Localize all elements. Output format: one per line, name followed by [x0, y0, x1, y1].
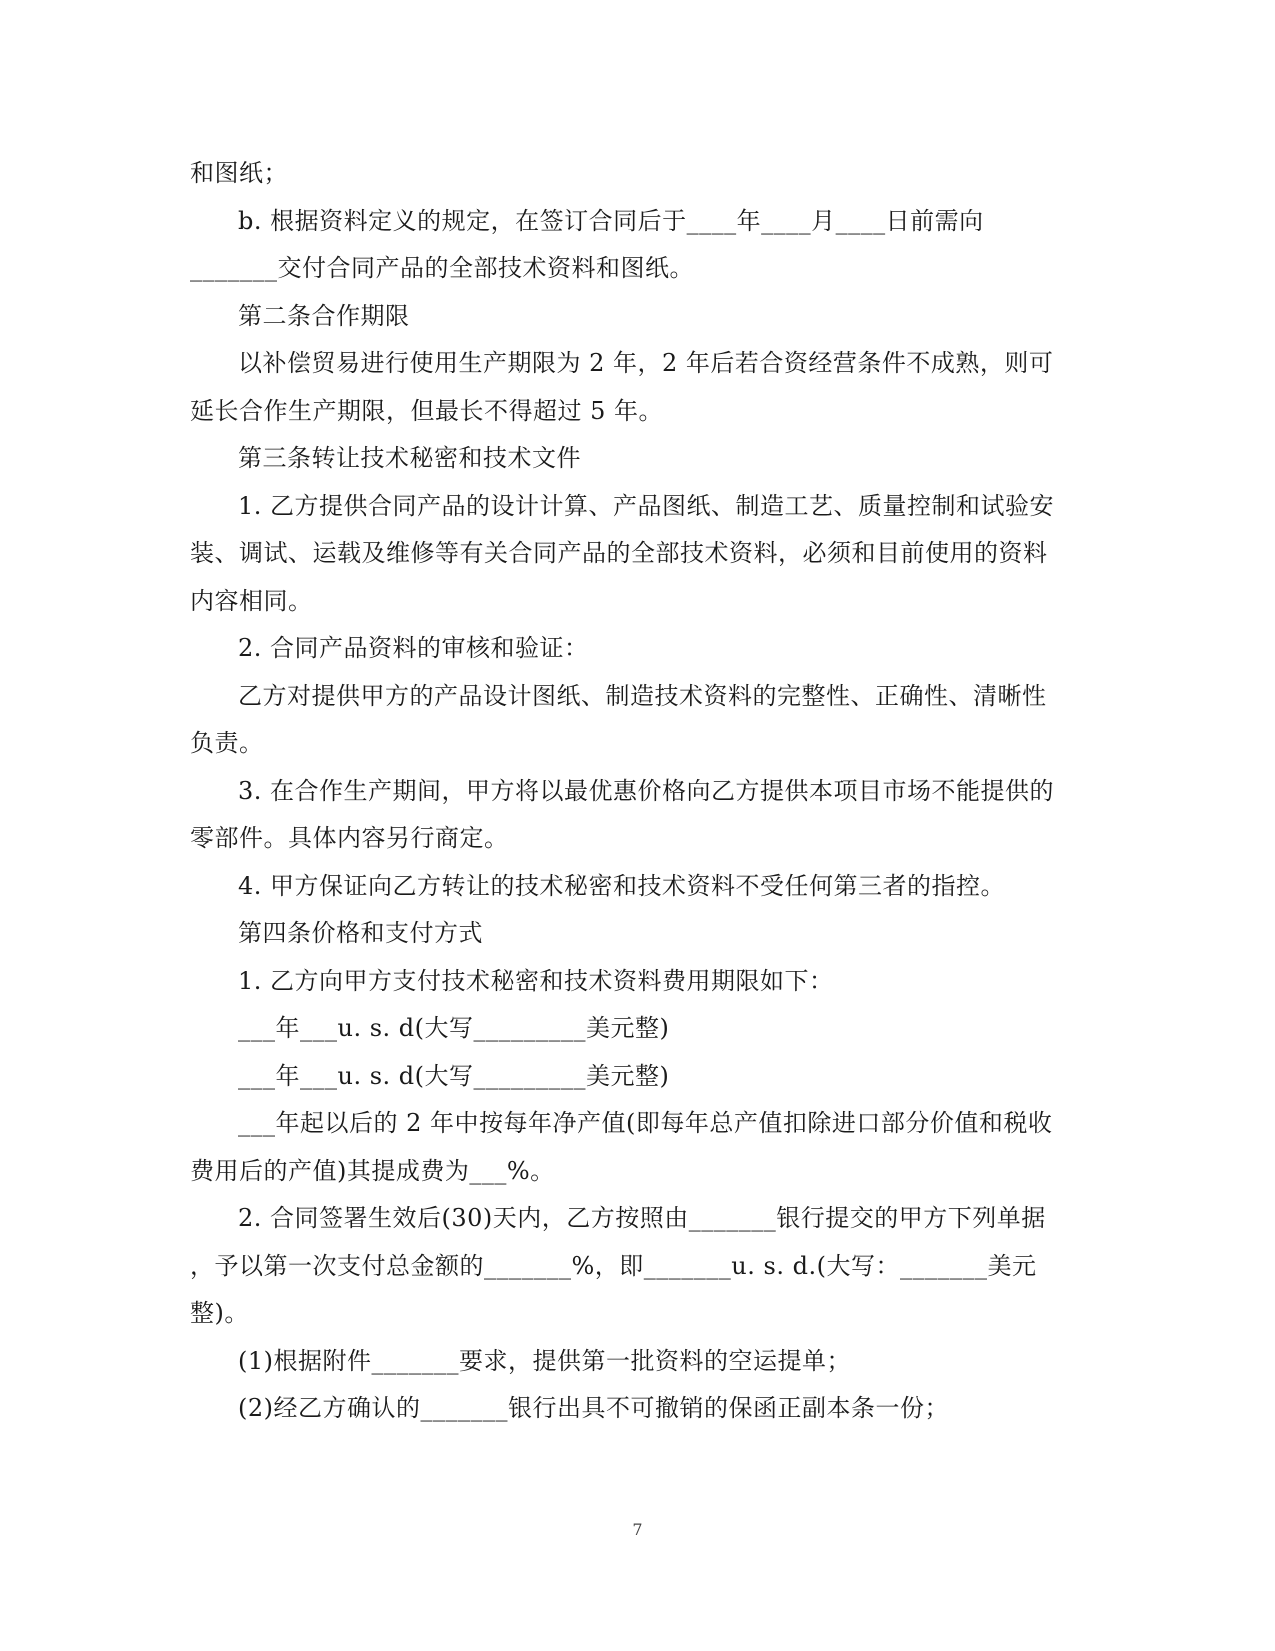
- text-line: 3. 在合作生产期间，甲方将以最优惠价格向乙方提供本项目市场不能提供的: [238, 776, 1055, 805]
- text-line: 乙方对提供甲方的产品设计图纸、制造技术资料的完整性、正确性、清晰性: [238, 681, 1047, 710]
- text-line: 延长合作生产期限，但最长不得超过 5 年。: [190, 396, 664, 425]
- text-line: 第二条合作期限: [238, 301, 410, 330]
- text-line: ___年___u. s. d(大写_________美元整): [238, 1061, 670, 1090]
- text-line: (1)根据附件_______要求，提供第一批资料的空运提单；: [238, 1346, 851, 1375]
- text-line: 第三条转让技术秘密和技术文件: [238, 444, 581, 472]
- text-line: ，予以第一次支付总金额的_______%，即_______u. s. d.(大写：_______美元: [190, 1251, 1037, 1280]
- text-line: _______交付合同产品的全部技术资料和图纸。: [190, 254, 694, 282]
- text-line: 装、调试、运载及维修等有关合同产品的全部技术资料，必须和目前使用的资料: [190, 539, 1048, 567]
- text-line: 负责。: [190, 729, 264, 757]
- text-line: 2. 合同签署生效后(30)天内，乙方按照由_______银行提交的甲方下列单据: [238, 1204, 1046, 1232]
- text-line: ___年起以后的 2 年中按每年净产值(即每年总产值扣除进口部分价值和税收: [238, 1109, 1053, 1137]
- text-line: 费用后的产值)其提成费为___%。: [190, 1156, 555, 1185]
- text-line: 第四条价格和支付方式: [238, 919, 483, 947]
- text-line: 零部件。具体内容另行商定。: [190, 824, 509, 852]
- text-line: ___年___u. s. d(大写_________美元整): [238, 1014, 670, 1042]
- text-line: (2)经乙方确认的_______银行出具不可撤销的保函正副本条一份；: [238, 1394, 949, 1422]
- text-line: 和图纸；: [190, 159, 288, 187]
- page-number: 7: [632, 1520, 643, 1539]
- text-line: 4. 甲方保证向乙方转让的技术秘密和技术资料不受任何第三者的指控。: [238, 871, 1006, 900]
- text-line: 1. 乙方提供合同产品的设计计算、产品图纸、制造工艺、质量控制和试验安: [238, 491, 1055, 520]
- text-line: 1. 乙方向甲方支付技术秘密和技术资料费用期限如下：: [238, 966, 834, 995]
- text-line: b. 根据资料定义的规定，在签订合同后于____年____月____日前需向: [238, 206, 984, 235]
- text-line: 2. 合同产品资料的审核和验证：: [238, 634, 589, 662]
- text-line: 整)。: [190, 1299, 249, 1327]
- text-line: 以补偿贸易进行使用生产期限为 2 年，2 年后若合资经营条件不成熟，则可: [238, 349, 1054, 377]
- text-line: 内容相同。: [190, 586, 313, 615]
- document-body: [190, 150, 1070, 1433]
